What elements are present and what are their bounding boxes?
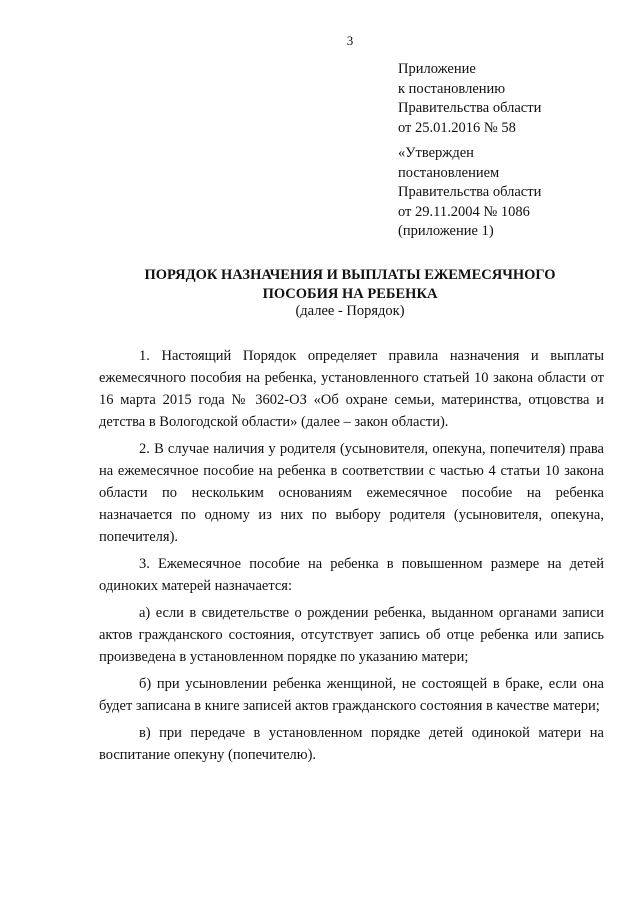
paragraph-3: 3. Ежемесячное пособие на ребенка в повышенном размере на детей одиноких матерей назначается: bbox=[99, 556, 604, 594]
paragraph-3a: а) если в свидетельстве о рождении ребенка, выданном органами записи актов гражданского состояния, отсутствует запись об отце ребенка или запись произведена в установленном порядке по указанию матери; bbox=[99, 605, 604, 665]
approval-reference bbox=[398, 144, 541, 242]
paragraph-3c: в) при передаче в установленном порядке детей одинокой матери на воспитание опекуну (попечителю). bbox=[99, 725, 604, 763]
approval-line: «Утвержден bbox=[398, 145, 474, 161]
page-number: 3 bbox=[346, 33, 354, 48]
appendix-line: к постановлению bbox=[398, 80, 506, 97]
appendix-reference bbox=[398, 60, 541, 138]
appendix-line: Приложение bbox=[398, 61, 476, 77]
paragraph-2: 2. В случае наличия у родителя (усыновителя, опекуна, попечителя) права на ежемесячное пособие на ребенка в соответствии с частью 4 статьи 10 закона области по нескольким основаниям ежемесячное пособие на ребенка назначается по одному из них по выбору родителя (усыновителя, опекуна, попечителя). bbox=[99, 441, 604, 545]
paragraph-3b: б) при усыновлении ребенка женщиной, не состоящей в браке, если она будет записана в книге записей актов гражданского состояния в качестве матери; bbox=[99, 676, 604, 714]
approval-line: Правительства области bbox=[398, 184, 542, 200]
appendix-line: от 25.01.2016 № 58 bbox=[398, 119, 516, 136]
paragraph-1: 1. Настоящий Порядок определяет правила назначения и выплаты ежемесячного пособия на ребенка, установленного статьей 10 закона области от 16 марта 2015 года № 3602-ОЗ «Об охране семьи, материнства, отцовства и детства в Вологодской области» (далее – закон области). bbox=[99, 348, 604, 430]
title-line: ПОСОБИЯ НА РЕБЕНКА bbox=[262, 286, 438, 302]
document-body bbox=[99, 345, 604, 771]
appendix-line: Правительства области bbox=[398, 100, 542, 116]
approval-line: от 29.11.2004 № 1086 bbox=[398, 203, 530, 220]
title-line: ПОРЯДОК НАЗНАЧЕНИЯ И ВЫПЛАТЫ ЕЖЕМЕСЯЧНОГО bbox=[144, 267, 556, 283]
approval-line: (приложение 1) bbox=[398, 223, 494, 239]
document-subtitle: (далее - Порядок) bbox=[295, 303, 405, 319]
document-title bbox=[90, 266, 610, 304]
approval-line: постановлением bbox=[398, 164, 500, 181]
